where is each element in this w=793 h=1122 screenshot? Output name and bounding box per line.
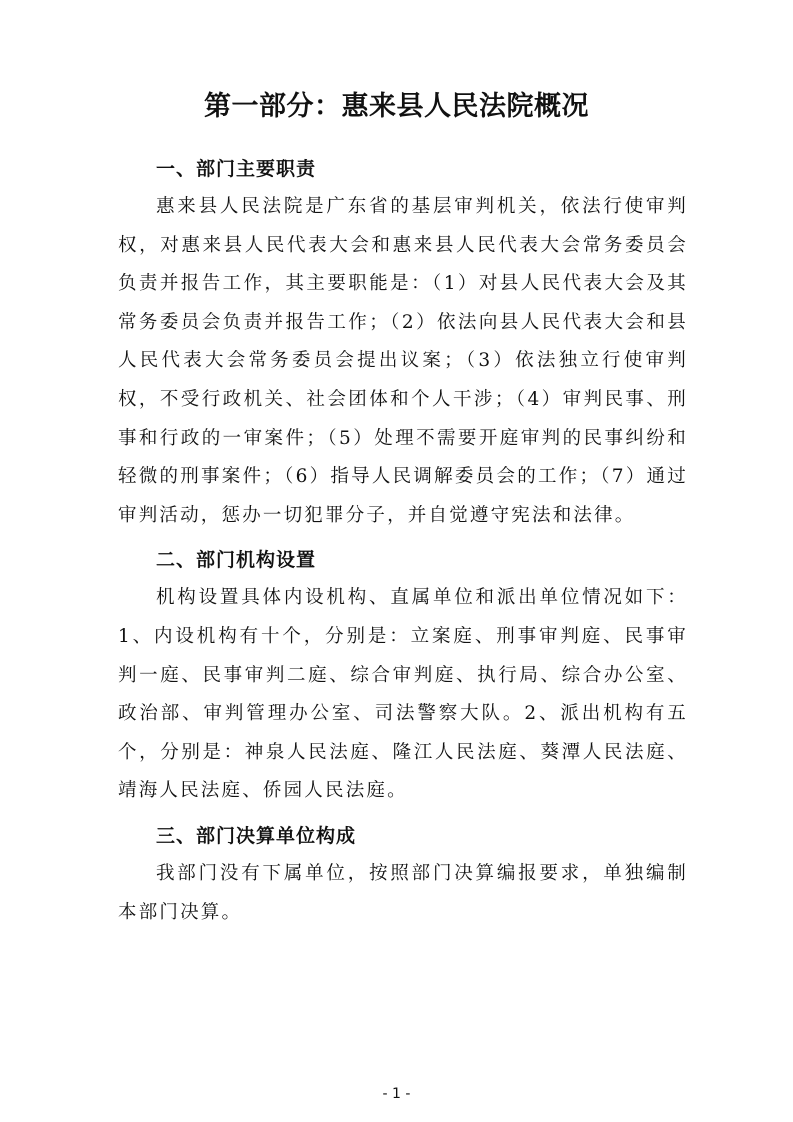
section-units (118, 819, 688, 932)
section-organization (118, 543, 688, 811)
document-body (118, 152, 688, 940)
section-paragraph: 惠来县人民法院是广东省的基层审判机关，依法行使审判权，对惠来县人民代表大会和惠来县人民代表大会常务委员会负责并报告工作，其主要职能是：（1）对县人民代表大会及其常务委员会负责并报告工作；（2）依法向县人民代表大会和县人民代表大会常务委员会提出议案；（3）依法独立行使审判权，不受行政机关、社会团体和个人干涉；（4）审判民事、刑事和行政的一审案件；（5）处理不需要开庭审判的民事纠纷和轻微的刑事案件；（6）指导人民调解委员会的工作；（7）通过审判活动，惩办一切犯罪分子，并自觉遵守宪法和法律。 (118, 196, 688, 526)
page-number: - 1 - (382, 1086, 411, 1102)
document-title: 第一部分：惠来县人民法院概况 (204, 91, 589, 122)
section-heading: 三、部门决算单位构成 (156, 824, 357, 847)
section-heading: 二、部门机构设置 (156, 549, 317, 572)
section-heading: 一、部门主要职责 (156, 158, 317, 180)
section-paragraph: 我部门没有下属单位，按照部门决算编报要求，单独编制本部门决算。 (118, 862, 688, 923)
section-paragraph: 机构设置具体内设机构、直属单位和派出单位情况如下：1、内设机构有十个，分别是：立案庭、刑事审判庭、民事审判一庭、民事审判二庭、综合审判庭、执行局、综合办公室、政治部、审判管理办公室、司法警察大队。2、派出机构有五个，分别是：神泉人民法庭、隆江人民法庭、葵潭人民法庭、靖海人民法庭、侨园人民法庭。 (118, 587, 688, 802)
section-responsibilities (118, 152, 688, 535)
